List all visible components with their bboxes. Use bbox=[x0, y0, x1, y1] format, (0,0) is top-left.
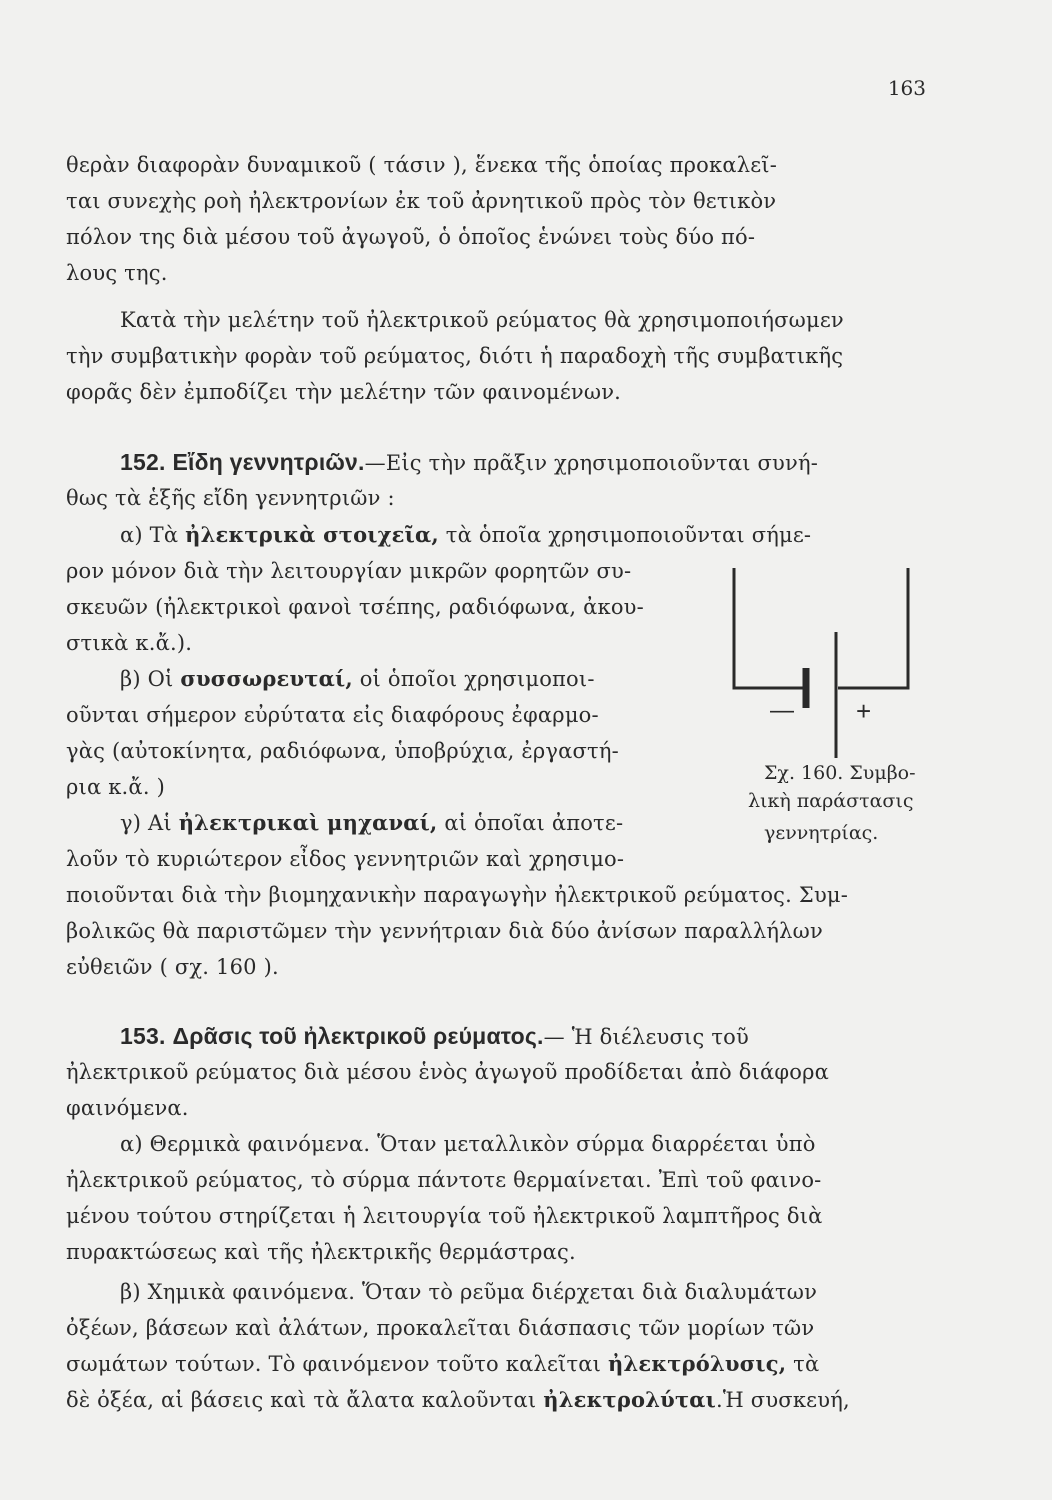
text-line: θερὰν διαφορὰν δυναμικοῦ ( τάσιν ), ἕνεκα τῆς ὁποίας προκαλεῖ- bbox=[66, 153, 778, 177]
text-line: α) Θερμικὰ φαινόμενα. Ὅταν μεταλλικὸν σύρμα διαρρέεται ὑπὸ bbox=[120, 1132, 816, 1156]
text-line: ὀξέων, βάσεων καὶ ἀλάτων, προκαλεῖται διάσπασις τῶν μορίων τῶν bbox=[66, 1316, 815, 1340]
text-run: — Ἡ διέλευσις τοῦ bbox=[543, 1025, 749, 1049]
text-line: οῦνται σήμερον εὐρύτατα εἰς διαφόρους ἐφαρμο- bbox=[66, 703, 599, 727]
text-run: τὰ bbox=[786, 1352, 820, 1376]
bold-term: ἠλεκτρικαὶ μηχαναί, bbox=[178, 810, 438, 835]
figure-caption: Σχ. 160. Συμβο- bbox=[764, 762, 916, 784]
text-line: μένου τούτου στηρίζεται ἡ λειτουργία τοῦ ἠλεκτρικοῦ λαμπτῆρος διὰ bbox=[66, 1204, 823, 1228]
text-line: θως τὰ ἑξῆς εἴδη γεννητριῶν : bbox=[66, 486, 395, 510]
text-line: λους της. bbox=[66, 261, 168, 285]
section-title: Δρᾶσις τοῦ ἠλεκτρικοῦ ρεύματος. bbox=[172, 1023, 544, 1049]
figure-caption: λικὴ παράστασις bbox=[748, 790, 914, 812]
section-title: Εἴδη γεννητριῶν. bbox=[172, 449, 365, 475]
page-number: 163 bbox=[887, 76, 926, 100]
b3-line bbox=[66, 1350, 819, 1378]
text-line: πόλον της διὰ μέσου τοῦ ἀγωγοῦ, ὁ ὁποῖος ἑνώνει τοὺς δύο πό- bbox=[66, 225, 756, 249]
text-line: τὴν συμβατικὴν φορὰν τοῦ ρεύματος, διότι ἡ παραδοχὴ τῆς συμβατικῆς bbox=[66, 344, 844, 368]
bold-term: ἠλεκτρικὰ στοιχεῖα, bbox=[185, 522, 439, 547]
text-line: ἠλεκτρικοῦ ρεύματος, τὸ σύρμα πάντοτε θερμαίνεται. Ἐπὶ τοῦ φαινο- bbox=[66, 1168, 822, 1192]
text-run: δὲ ὀξέα, αἱ βάσεις καὶ τὰ ἄλατα καλοῦνται bbox=[66, 1388, 544, 1412]
text-run: α) Τὰ bbox=[120, 523, 186, 547]
section-153-heading-line bbox=[120, 1022, 749, 1051]
bold-term: συσσωρευταί, bbox=[180, 666, 353, 691]
text-run: αἱ ὁποῖαι ἀποτε- bbox=[437, 811, 624, 835]
text-run: τὰ ὁποῖα χρησιμοποιοῦνται σήμε- bbox=[438, 523, 812, 547]
text-run: οἱ ὁποῖοι χρησιμοποι- bbox=[352, 667, 595, 691]
text-run: β) Οἱ bbox=[120, 667, 181, 691]
text-line: ρον μόνον διὰ τὴν λειτουργίαν μικρῶν φορητῶν συ- bbox=[66, 559, 632, 583]
b4-line bbox=[66, 1386, 850, 1414]
text-line: φορᾶς δὲν ἐμποδίζει τὴν μελέτην τῶν φαινομένων. bbox=[66, 380, 622, 404]
item-b-line bbox=[120, 665, 595, 693]
text-run: σωμάτων τούτων. Τὸ φαινόμενον τοῦτο καλεῖται bbox=[66, 1352, 608, 1376]
item-a-line bbox=[120, 521, 811, 549]
minus-sign: — bbox=[770, 697, 794, 724]
text-line: στικὰ κ.ἄ.). bbox=[66, 631, 193, 655]
text-run: —Εἰς τὴν πρᾶξιν χρησιμοποιοῦνται συνή- bbox=[364, 451, 819, 475]
text-line: εὐθειῶν ( σχ. 160 ). bbox=[66, 955, 279, 979]
bold-term: ἠλεκτρολύται bbox=[543, 1387, 716, 1412]
item-c-line bbox=[120, 809, 623, 837]
text-line: β) Χημικὰ φαινόμενα. Ὅταν τὸ ρεῦμα διέρχεται διὰ διαλυμάτων bbox=[120, 1280, 818, 1304]
text-line: ρια κ.ἄ. ) bbox=[66, 775, 165, 799]
text-line: φαινόμενα. bbox=[66, 1096, 189, 1120]
text-line: πυρακτώσεως καὶ τῆς ἠλεκτρικῆς θερμάστρας. bbox=[66, 1240, 576, 1264]
circuit-wire-left bbox=[734, 568, 804, 688]
text-line: σκευῶν (ἠλεκτρικοὶ φανοὶ τσέπης, ραδιόφωνα, ἀκου- bbox=[66, 595, 644, 619]
text-run: .Ἡ συσκευή, bbox=[716, 1388, 850, 1412]
figure-caption: γεννητρίας. bbox=[764, 822, 879, 844]
text-run: γ) Αἱ bbox=[120, 811, 179, 835]
text-line: βολικῶς θὰ παριστῶμεν τὴν γεννήτριαν διὰ δύο ἀνίσων παραλλήλων bbox=[66, 919, 823, 943]
generator-symbol-figure bbox=[726, 560, 926, 770]
circuit-wire-right bbox=[838, 568, 908, 688]
text-line: Κατὰ τὴν μελέτην τοῦ ἠλεκτρικοῦ ρεύματος θὰ χρησιμοποιήσωμεν bbox=[120, 308, 844, 332]
bold-term: ἠλεκτρόλυσις, bbox=[608, 1351, 787, 1376]
section-number: 153. bbox=[120, 1023, 166, 1049]
plus-sign: + bbox=[856, 696, 872, 726]
section-number: 152. bbox=[120, 449, 166, 475]
text-line: ποιοῦνται διὰ τὴν βιομηχανικὴν παραγωγὴν ἠλεκτρικοῦ ρεύματος. Συμ- bbox=[66, 883, 849, 907]
text-line: ἠλεκτρικοῦ ρεύματος διὰ μέσου ἑνὸς ἀγωγοῦ προδίδεται ἀπὸ διάφορα bbox=[66, 1060, 830, 1084]
section-152-heading-line bbox=[120, 448, 818, 477]
text-line: ται συνεχὴς ροὴ ἠλεκτρονίων ἐκ τοῦ ἀρνητικοῦ πρὸς τὸν θετικὸν bbox=[66, 189, 777, 213]
text-line: λοῦν τὸ κυριώτερον εἶδος γεννητριῶν καὶ χρησιμο- bbox=[66, 847, 625, 871]
text-line: γὰς (αὐτοκίνητα, ραδιόφωνα, ὑποβρύχια, ἐργαστή- bbox=[66, 739, 619, 763]
